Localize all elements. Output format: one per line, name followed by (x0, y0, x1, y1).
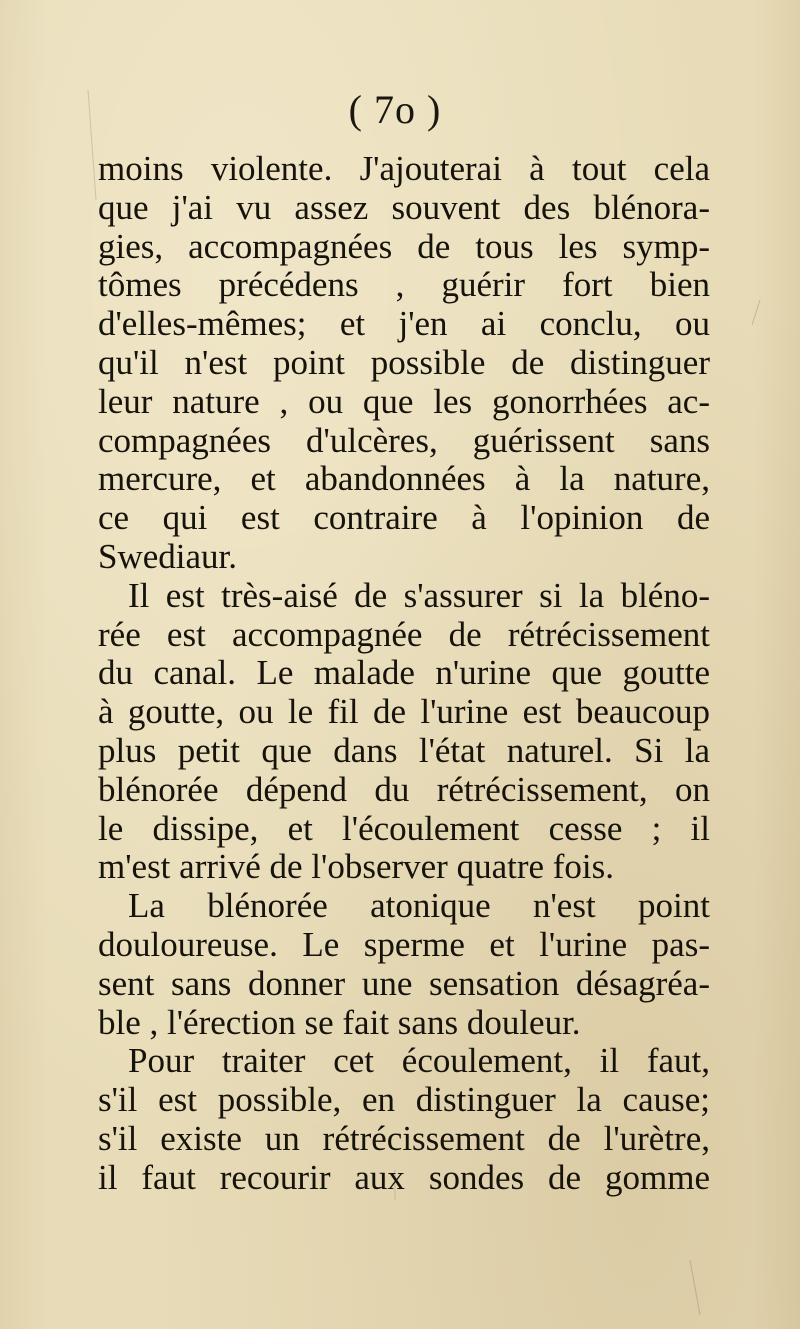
text-line: gies, accompagnées de tous les symp- (98, 226, 710, 266)
text-line: ce qui est contraire à l'opinion de (98, 498, 710, 538)
text-line: s'il est possible, en distinguer la cause; (98, 1080, 710, 1120)
text-line: compagnées d'ulcères, guérissent sans (98, 420, 710, 460)
text-line: qu'il n'est point possible de distinguer (98, 342, 710, 382)
text-line: sent sans donner une sensation désagréa- (98, 963, 710, 1003)
text-line: mercure, et abandonnées à la nature, (98, 459, 710, 499)
text-line: d'elles-mêmes; et j'en ai conclu, ou (98, 304, 710, 344)
text-line: Pour traiter cet écoulement, il faut, (128, 1041, 710, 1081)
text-line: plus petit que dans l'état naturel. Si la (98, 730, 710, 770)
text-line: blénorée dépend du rétrécissement, on (98, 769, 710, 809)
text-line: Swediaur. (98, 536, 238, 576)
text-line: Il est très-aisé de s'assurer si la bléno- (128, 575, 710, 615)
body-text (98, 150, 710, 1198)
text-line: douloureuse. Le sperme et l'urine pas- (98, 924, 710, 964)
text-line: rée est accompagnée de rétrécissement (98, 614, 710, 654)
text-line: moins violente. J'ajouterai à tout cela (98, 149, 710, 188)
text-line: La blénorée atonique n'est point (128, 886, 710, 926)
text-line: du canal. Le malade n'urine que goutte (98, 653, 710, 693)
text-line: il faut recourir aux sondes de gomme (98, 1157, 710, 1197)
text-line: le dissipe, et l'écoulement cesse ; il (98, 808, 710, 848)
text-line: m'est arrivé de l'observer quatre fois. (98, 847, 615, 887)
text-line: tômes précédens , guérir fort bien (98, 265, 710, 305)
text-line: que j'ai vu assez souvent des blénora- (98, 187, 710, 227)
text-line: leur nature , ou que les gonorrhées ac- (98, 381, 710, 421)
text-line: à goutte, ou le fil de l'urine est beaucoup (98, 692, 710, 732)
text-line: s'il existe un rétrécissement de l'urètre, (98, 1118, 710, 1158)
page-number: ( 7o ) (348, 87, 442, 132)
text-line: ble , l'érection se fait sans douleur. (98, 1002, 581, 1042)
